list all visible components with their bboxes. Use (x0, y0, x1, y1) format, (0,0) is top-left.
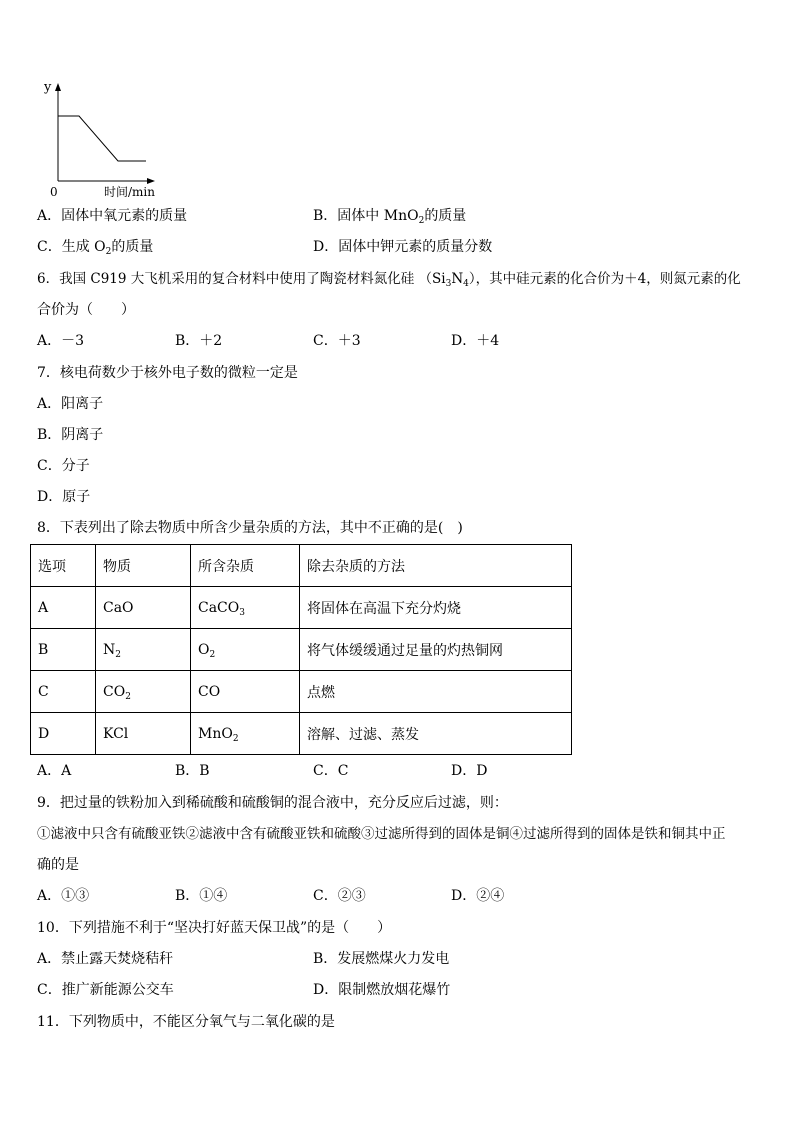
q6-option-d: D．＋4 (451, 333, 500, 349)
cell-impurity: CaCO$_3$ (191, 587, 300, 629)
table-row (31, 671, 572, 713)
q10-option-d: D．限制燃放烟花爆竹 (313, 982, 451, 998)
header-option: 选项 (31, 545, 96, 587)
q7-option-d: D．原子 (37, 489, 91, 505)
graph-y-label: y (44, 80, 52, 95)
cell-option: A (31, 587, 96, 629)
q8-stem: 8．下表列出了除去物质中所含少量杂质的方法，其中不正确的是( ) (37, 520, 463, 536)
table-row (31, 587, 572, 629)
cell-method: 将气体缓缓通过足量的灼热铜网 (300, 629, 572, 671)
q9-stem-line3: 确的是 (37, 857, 79, 873)
q6-stem-line2: 合价为（ ） (37, 302, 135, 318)
q6-option-b: B．＋2 (175, 333, 223, 349)
table-row (31, 629, 572, 671)
q9-stem-line2: ①滤液中只含有硫酸亚铁②滤液中含有硫酸亚铁和硫酸③过滤所得到的固体是铜④过滤所得到的固体是铁和铜其中正 (37, 826, 726, 842)
q9-option-c: C．②③ (313, 888, 366, 904)
cell-option: C (31, 671, 96, 713)
curve (58, 116, 146, 161)
q7-stem: 7．核电荷数少于核外电子数的微粒一定是 (37, 365, 298, 381)
q7-option-b: B．阴离子 (37, 427, 104, 443)
y-t-graph (38, 78, 168, 200)
graph-origin-label: 0 (50, 185, 58, 199)
q6-option-c: C．＋3 (313, 333, 361, 349)
q7-option-c: C．分子 (37, 458, 90, 474)
cell-substance: CaO (96, 587, 191, 629)
q8-option-c: C．C (313, 763, 349, 779)
q10-option-c: C．推广新能源公交车 (37, 982, 174, 998)
header-method: 除去杂质的方法 (300, 545, 572, 587)
q7-option-a: A．阳离子 (37, 396, 104, 412)
cell-method: 点燃 (300, 671, 572, 713)
q5-option-d: D．固体中钾元素的质量分数 (313, 239, 493, 255)
q10-option-b: B．发展燃煤火力发电 (313, 951, 450, 967)
q10-stem: 10．下列措施不利于“坚决打好蓝天保卫战”的是（ ） (37, 920, 392, 936)
q5-option-a: A．固体中氧元素的质量 (37, 208, 188, 224)
q5-option-b: B．固体中 MnO$_2$的质量 (313, 208, 467, 226)
cell-method: 溶解、过滤、蒸发 (300, 713, 572, 755)
graph-x-label: 时间/min (104, 185, 155, 199)
q11-stem: 11．下列物质中，不能区分氧气与二氧化碳的是 (37, 1014, 335, 1030)
q6-stem-line1: 6．我国 C919 大飞机采用的复合材料中使用了陶瓷材料氮化硅 $(Si_3N_4)$，其中硅元素的化合价为＋4，则氮元素的化 (37, 271, 741, 289)
q5-option-c: C．生成 $O_2$的质量 (37, 239, 154, 257)
y-axis-arrow (55, 83, 61, 91)
cell-impurity: $O_2$ (191, 629, 300, 671)
cell-impurity: MnO$_2$ (191, 713, 300, 755)
q8-option-b: B．B (175, 763, 210, 779)
q9-option-d: D．②④ (451, 888, 505, 904)
q8-table (30, 544, 572, 755)
q10-option-a: A．禁止露天焚烧秸秆 (37, 951, 174, 967)
q9-option-b: B．①④ (175, 888, 228, 904)
cell-option: B (31, 629, 96, 671)
q9-stem: 9．把过量的铁粉加入到稀硫酸和硫酸铜的混合液中，充分反应后过滤，则： (37, 795, 508, 811)
cell-option: D (31, 713, 96, 755)
cell-impurity: CO (191, 671, 300, 713)
header-substance: 物质 (96, 545, 191, 587)
cell-substance: KCl (96, 713, 191, 755)
q8-option-d: D．D (451, 763, 488, 779)
cell-substance: $CO_2$ (96, 671, 191, 713)
q9-option-a: A．①③ (37, 888, 90, 904)
cell-method: 将固体在高温下充分灼烧 (300, 587, 572, 629)
q6-option-a: A．－3 (37, 333, 85, 349)
table-row (31, 713, 572, 755)
cell-substance: $N_2$ (96, 629, 191, 671)
table-header-row (31, 545, 572, 587)
header-impurity: 所含杂质 (191, 545, 300, 587)
q8-option-a: A．A (37, 763, 72, 779)
